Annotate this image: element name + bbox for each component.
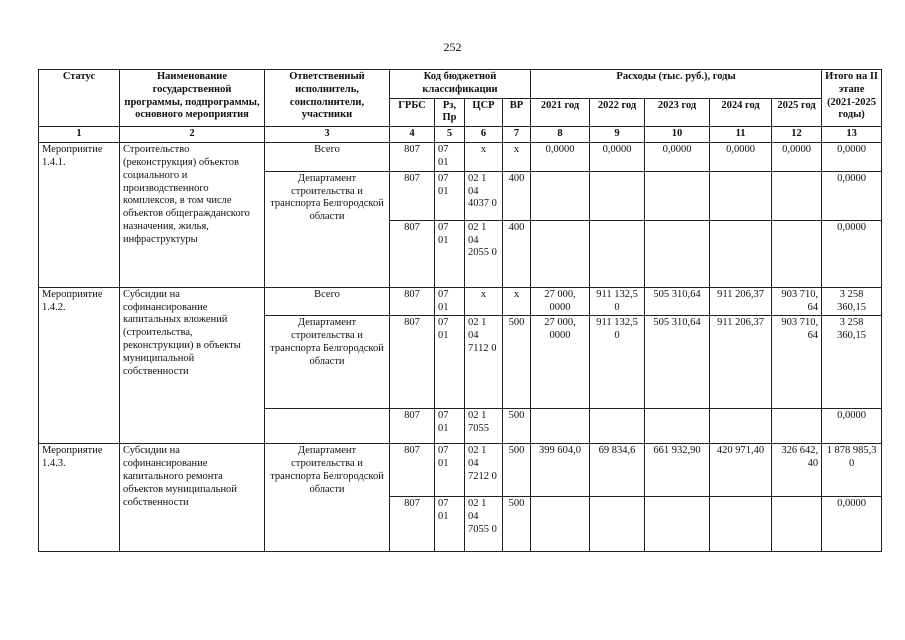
column-number: 2 <box>120 127 265 143</box>
header-expenses-group: Расходы (тыс. руб.), годы <box>531 70 822 99</box>
header-code-group: Код бюджетной классификации <box>390 70 531 99</box>
cell-2024 <box>710 171 772 220</box>
cell-vr: 400 <box>503 220 531 287</box>
cell-2025: 0,0000 <box>772 143 822 172</box>
cell-total: 1 878 985,3 0 <box>822 444 882 497</box>
cell-vr: 500 <box>503 497 531 552</box>
table-row <box>39 444 882 497</box>
cell-csr: х <box>465 143 503 172</box>
cell-rzpr: 07 01 <box>435 287 465 316</box>
cell-2021: 27 000, 0000 <box>531 287 590 316</box>
table-row <box>39 143 882 172</box>
cell-2021 <box>531 497 590 552</box>
column-number: 1 <box>39 127 120 143</box>
table-row <box>39 287 882 316</box>
cell-total: 0,0000 <box>822 143 882 172</box>
cell-2025: 903 710, 64 <box>772 287 822 316</box>
cell-rzpr: 07 01 <box>435 316 465 409</box>
header-grbs: ГРБС <box>390 98 435 127</box>
row-name: Субсидии на софинансирование капитального ремонта объектов муниципальной собственности <box>120 444 265 552</box>
column-number: 9 <box>590 127 645 143</box>
cell-total: 0,0000 <box>822 497 882 552</box>
column-number: 11 <box>710 127 772 143</box>
header-csr: ЦСР <box>465 98 503 127</box>
cell-vr: 500 <box>503 444 531 497</box>
cell-csr: 02 1 04 2055 0 <box>465 220 503 287</box>
cell-rzpr: 07 01 <box>435 444 465 497</box>
cell-2024: 0,0000 <box>710 143 772 172</box>
header-responsible: Ответственный исполнитель, соисполнители, участники <box>265 70 390 127</box>
cell-csr: 02 1 7055 <box>465 409 503 444</box>
cell-total: 0,0000 <box>822 220 882 287</box>
column-number: 5 <box>435 127 465 143</box>
header-2025: 2025 год <box>772 98 822 127</box>
header-row-1 <box>39 70 882 99</box>
cell-grbs: 807 <box>390 409 435 444</box>
cell-2022 <box>590 409 645 444</box>
cell-2023 <box>645 409 710 444</box>
row-responsible: Всего <box>265 143 390 172</box>
cell-2024 <box>710 497 772 552</box>
cell-2022: 69 834,6 <box>590 444 645 497</box>
page-number: 252 <box>443 40 462 54</box>
row-responsible <box>265 409 390 444</box>
column-number: 13 <box>822 127 882 143</box>
cell-grbs: 807 <box>390 497 435 552</box>
cell-grbs: 807 <box>390 220 435 287</box>
cell-grbs: 807 <box>390 287 435 316</box>
cell-grbs: 807 <box>390 143 435 172</box>
cell-2023: 505 310,64 <box>645 287 710 316</box>
cell-2025 <box>772 171 822 220</box>
header-rzpr: Рз, Пр <box>435 98 465 127</box>
header-status: Статус <box>39 70 120 127</box>
cell-rzpr: 07 01 <box>435 409 465 444</box>
header-2024: 2024 год <box>710 98 772 127</box>
cell-2025 <box>772 220 822 287</box>
cell-2024 <box>710 220 772 287</box>
cell-2023: 661 932,90 <box>645 444 710 497</box>
header-total: Итого на II этапе (2021-2025 годы) <box>822 70 882 127</box>
cell-2021 <box>531 171 590 220</box>
cell-2021: 0,0000 <box>531 143 590 172</box>
cell-2023 <box>645 171 710 220</box>
cell-2024: 911 206,37 <box>710 287 772 316</box>
cell-2023 <box>645 497 710 552</box>
cell-csr: х <box>465 287 503 316</box>
cell-total: 3 258 360,15 <box>822 287 882 316</box>
column-number: 4 <box>390 127 435 143</box>
cell-vr: х <box>503 287 531 316</box>
cell-2024: 911 206,37 <box>710 316 772 409</box>
cell-2022 <box>590 171 645 220</box>
cell-2023: 505 310,64 <box>645 316 710 409</box>
row-responsible: Всего <box>265 287 390 316</box>
cell-total: 0,0000 <box>822 171 882 220</box>
cell-rzpr: 07 01 <box>435 220 465 287</box>
cell-2023: 0,0000 <box>645 143 710 172</box>
cell-2022 <box>590 220 645 287</box>
column-number: 7 <box>503 127 531 143</box>
header-2021: 2021 год <box>531 98 590 127</box>
row-status: Мероприятие 1.4.1. <box>39 143 120 288</box>
cell-vr: 500 <box>503 409 531 444</box>
cell-vr: х <box>503 143 531 172</box>
budget-table <box>38 69 882 552</box>
cell-2022 <box>590 497 645 552</box>
cell-2025: 903 710, 64 <box>772 316 822 409</box>
cell-2023 <box>645 220 710 287</box>
row-responsible: Департамент строительства и транспорта Белгородской области <box>265 316 390 409</box>
cell-rzpr: 07 01 <box>435 171 465 220</box>
cell-2024 <box>710 409 772 444</box>
cell-2025 <box>772 497 822 552</box>
row-status: Мероприятие 1.4.3. <box>39 444 120 552</box>
row-responsible: Департамент строительства и транспорта Белгородской области <box>265 444 390 552</box>
cell-2021: 27 000, 0000 <box>531 316 590 409</box>
cell-2022: 911 132,5 0 <box>590 287 645 316</box>
cell-csr: 02 1 04 7212 0 <box>465 444 503 497</box>
header-vr: ВР <box>503 98 531 127</box>
row-status: Мероприятие 1.4.2. <box>39 287 120 444</box>
cell-rzpr: 07 01 <box>435 143 465 172</box>
column-number-row <box>39 127 882 143</box>
cell-2021: 399 604,0 <box>531 444 590 497</box>
column-number: 12 <box>772 127 822 143</box>
column-number: 3 <box>265 127 390 143</box>
column-number: 6 <box>465 127 503 143</box>
cell-csr: 02 1 04 4037 0 <box>465 171 503 220</box>
cell-total: 3 258 360,15 <box>822 316 882 409</box>
cell-grbs: 807 <box>390 316 435 409</box>
cell-2024: 420 971,40 <box>710 444 772 497</box>
cell-2022: 911 132,5 0 <box>590 316 645 409</box>
row-name: Субсидии на софинансирование капитальных вложений (строительства, реконструкции) в объекты муниципальной собственности <box>120 287 265 444</box>
cell-total: 0,0000 <box>822 409 882 444</box>
cell-grbs: 807 <box>390 444 435 497</box>
cell-vr: 500 <box>503 316 531 409</box>
cell-csr: 02 1 04 7112 0 <box>465 316 503 409</box>
cell-2022: 0,0000 <box>590 143 645 172</box>
header-2022: 2022 год <box>590 98 645 127</box>
header-2023: 2023 год <box>645 98 710 127</box>
cell-2021 <box>531 220 590 287</box>
cell-2021 <box>531 409 590 444</box>
column-number: 10 <box>645 127 710 143</box>
row-name: Строительство (реконструкция) объектов социального и производственного комплексов, в том числе объектов общегражданского назначения, жилья, инфраструктуры <box>120 143 265 288</box>
cell-vr: 400 <box>503 171 531 220</box>
cell-2025 <box>772 409 822 444</box>
cell-2025: 326 642, 40 <box>772 444 822 497</box>
cell-grbs: 807 <box>390 171 435 220</box>
row-responsible: Департамент строительства и транспорта Белгородской области <box>265 171 390 287</box>
cell-csr: 02 1 04 7055 0 <box>465 497 503 552</box>
column-number: 8 <box>531 127 590 143</box>
cell-rzpr: 07 01 <box>435 497 465 552</box>
header-name: Наименование государственной программы, подпрограммы, основного мероприятия <box>120 70 265 127</box>
